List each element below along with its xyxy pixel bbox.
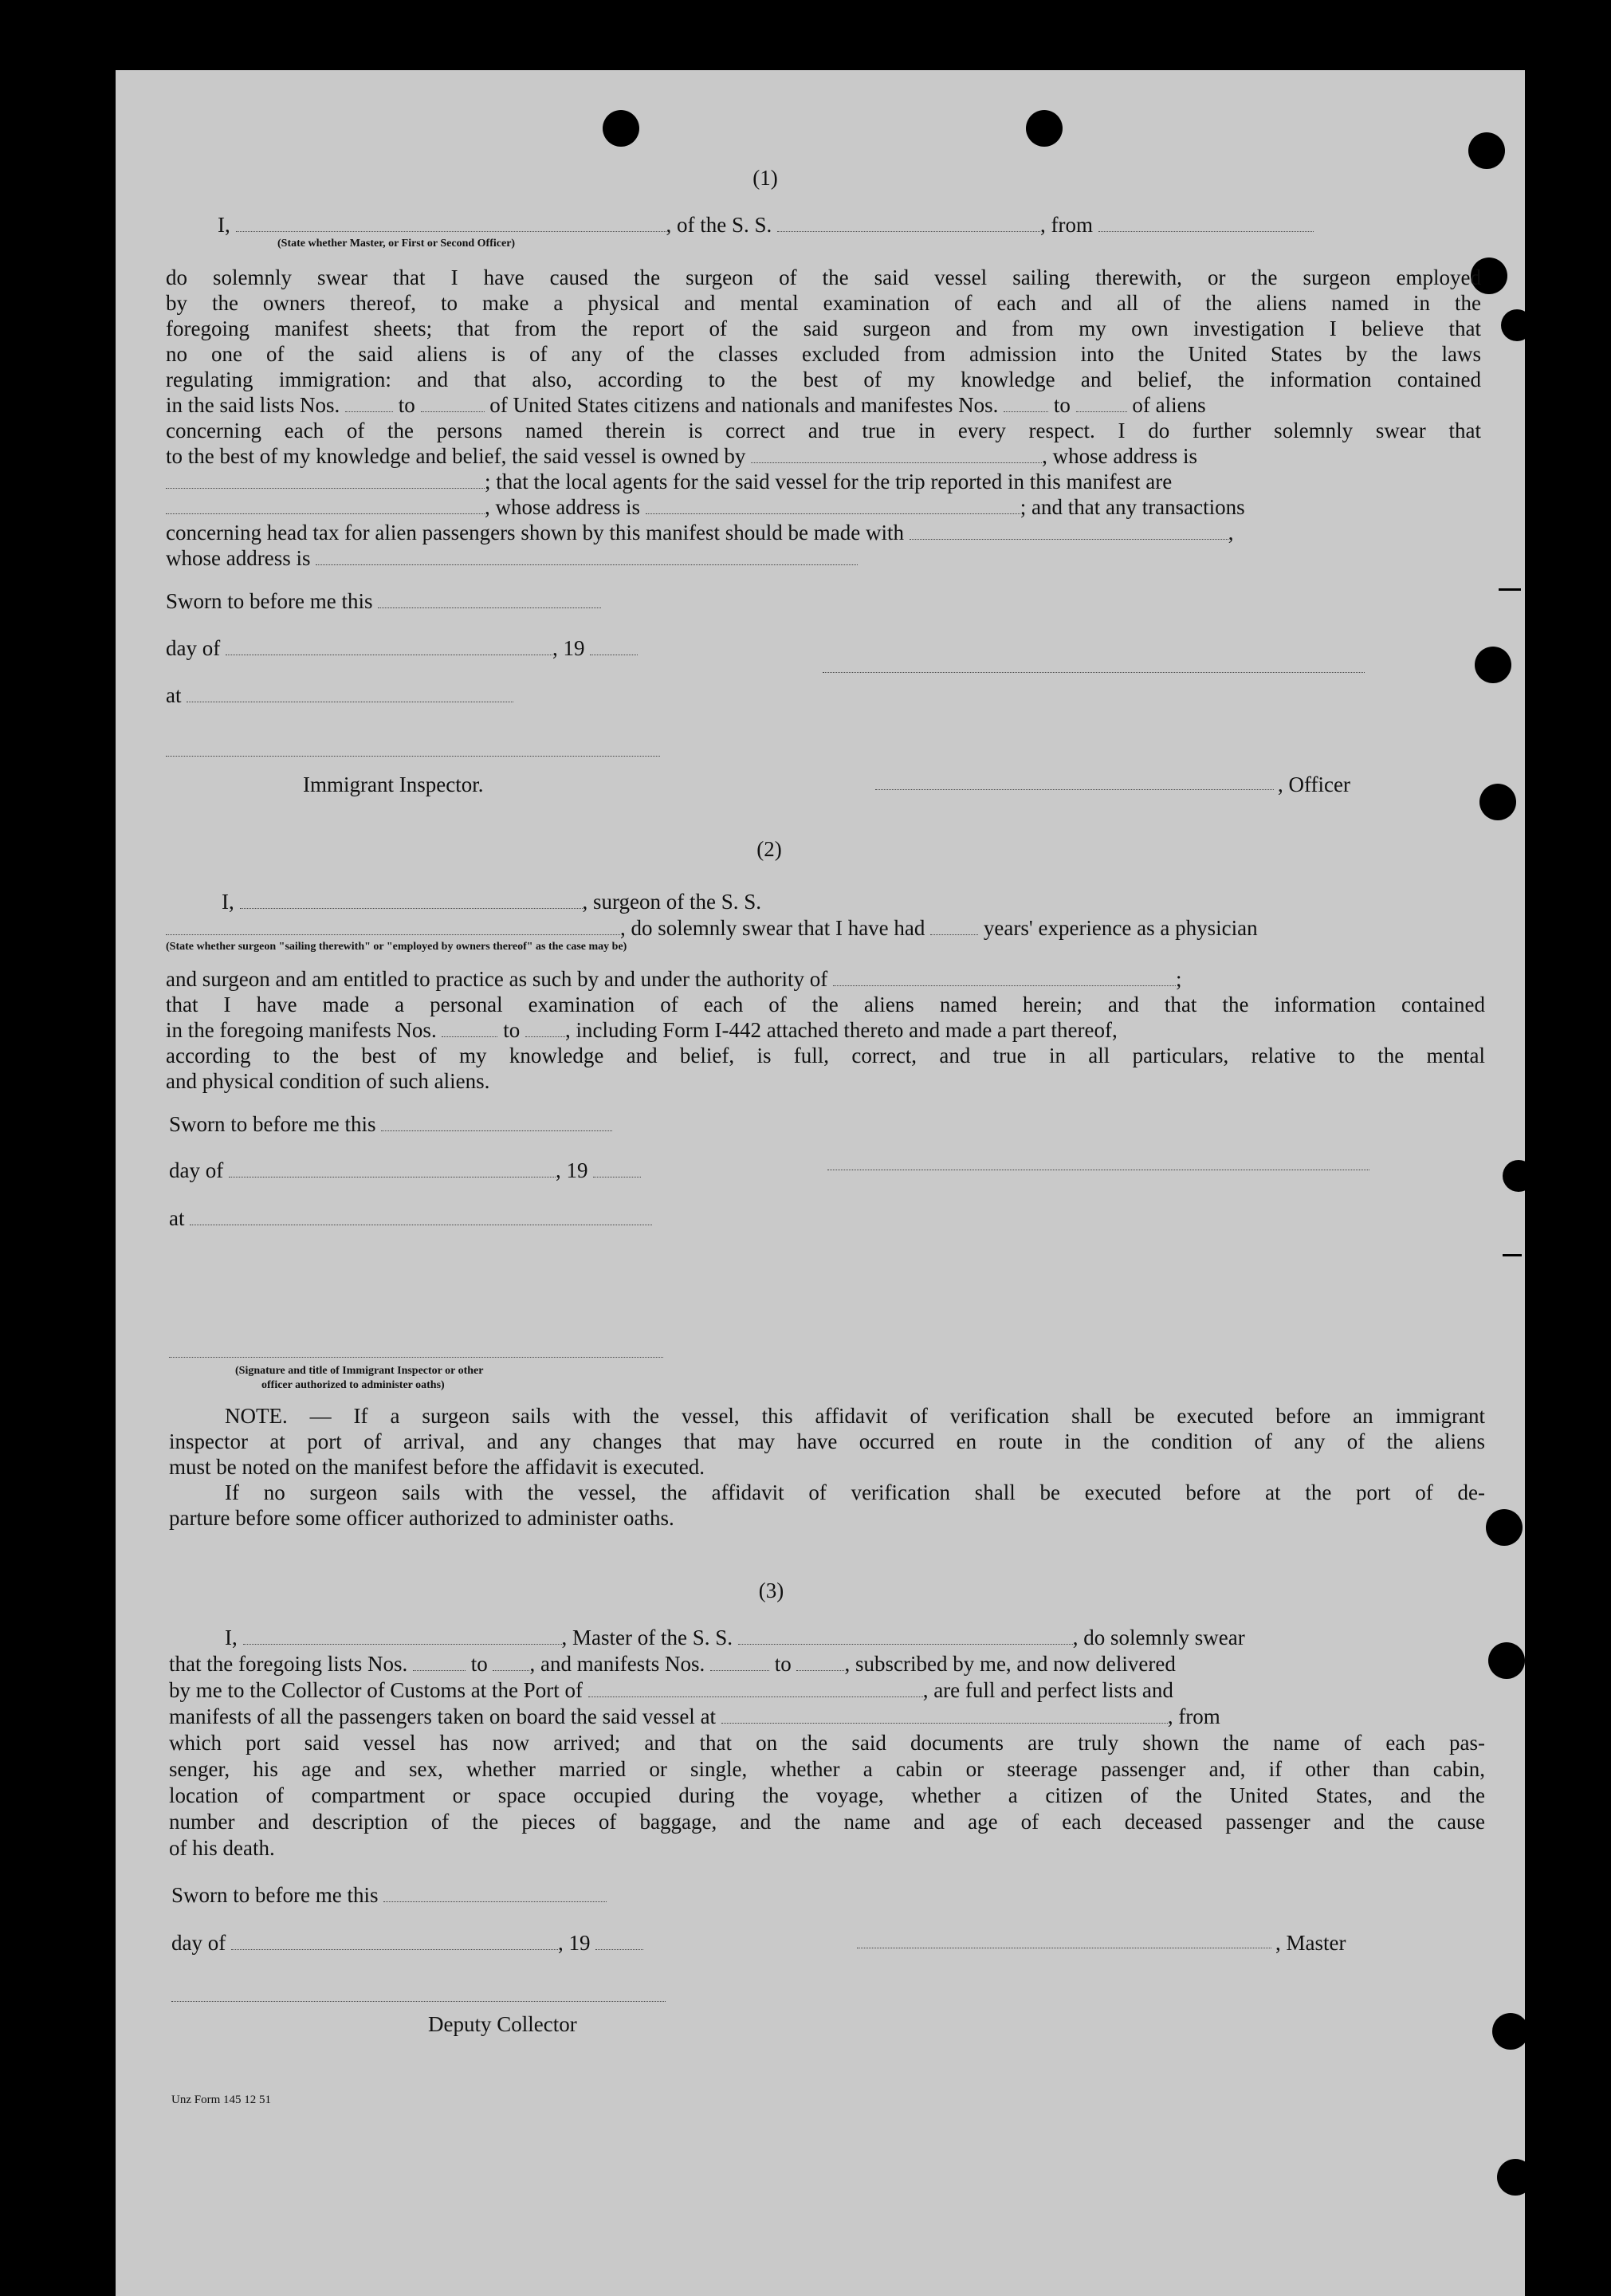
edge-mark [1499, 588, 1521, 591]
s2-years-label: years' experience as a physician [983, 916, 1258, 940]
s3-manifest-from-field[interactable] [710, 1653, 769, 1671]
s3-ship-field[interactable] [738, 1626, 1073, 1645]
s1-to-label-2: to [1053, 393, 1071, 417]
s3-day-label: day of [171, 1931, 226, 1955]
s1-from-label: , from [1040, 213, 1093, 237]
s3-master-label: , Master [1275, 1931, 1346, 1955]
punch-hole [1486, 1509, 1523, 1546]
s1-headtax-line [166, 520, 1234, 545]
s3-para-line: which port said vessel has now arrived; and that on the said documents are truly shown the name of each pas- [169, 1731, 1485, 1755]
s2-at-label: at [169, 1206, 185, 1230]
s3-port-field[interactable] [588, 1679, 923, 1697]
s3-manifest-to-field[interactable] [796, 1653, 844, 1671]
s1-at-line [166, 682, 513, 708]
s1-ss-label: , of the S. S. [666, 213, 772, 237]
s3-swear-label: , do solemnly swear [1072, 1626, 1245, 1649]
s3-deputy-signature-field[interactable] [171, 1983, 666, 2002]
edge-mark [1503, 1254, 1522, 1256]
s2-manifest-to-field[interactable] [525, 1019, 565, 1037]
s3-master-line [225, 1625, 1245, 1650]
s3-vessel-at-line [169, 1704, 1220, 1729]
s1-para-line: by the owners thereof, to make a physical and mental examination of each and all of the aliens named in the [166, 291, 1481, 315]
s1-from-field[interactable] [1098, 214, 1314, 232]
s2-at-line [169, 1205, 652, 1231]
section-2-number: (2) [756, 837, 782, 861]
s1-para-line: regulating immigration: and that also, according to the best of my knowledge and belief, the information contained [166, 368, 1481, 391]
s1-officer-hint: (State whether Master, or First or Second Officer) [277, 238, 516, 250]
s3-sworn-line [171, 1882, 607, 1908]
s1-comma: , [1228, 521, 1234, 545]
s1-agent-address-line [166, 494, 1245, 520]
punch-hole [1475, 647, 1511, 683]
s1-agent-address-field[interactable] [646, 496, 1020, 514]
s1-whose-address-label: whose address is [166, 546, 311, 570]
s2-note-line: If no surgeon sails with the vessel, the affidavit of verification shall be executed before at the port of de- [225, 1480, 1485, 1504]
s1-manifest-to-field[interactable] [1076, 394, 1127, 412]
s2-swear-label: , do solemnly swear that I have had [620, 916, 925, 940]
s1-aliens-label: of aliens [1132, 393, 1206, 417]
s1-officer-name-field[interactable] [875, 772, 1274, 790]
s1-para-line: foregoing manifest sheets; that from the report of the said surgeon and from my own investigation I believe that [166, 316, 1481, 340]
s2-years-field[interactable] [930, 917, 978, 935]
s2-note-line: inspector at port of arrival, and any changes that may have occurred en route in the condition of any of the aliens [169, 1429, 1485, 1453]
s3-year-label: , 19 [557, 1931, 591, 1955]
s2-status-hint: (State whether surgeon "sailing therewith" or "employed by owners thereof" as the case may be) [166, 941, 627, 953]
s1-day-label: day of [166, 636, 221, 660]
s3-para-line: of his death. [169, 1836, 275, 1860]
s1-agents-line [166, 469, 1172, 494]
punch-hole [1468, 132, 1505, 169]
s1-lists-label: in the said lists Nos. [166, 393, 340, 417]
s2-signature-caption: officer authorized to administer oaths) [261, 1379, 445, 1391]
s2-inspector-signature-field[interactable] [169, 1339, 663, 1358]
s1-officer-signature-field[interactable] [823, 655, 1365, 673]
s2-status-field[interactable] [166, 917, 620, 935]
s1-officer-field[interactable] [236, 214, 666, 232]
section-1-number: (1) [752, 166, 778, 190]
s1-para-line: concerning each of the persons named therein is correct and true in every respect. I do further solemnly swear that [166, 419, 1481, 442]
s3-lists-label: that the foregoing lists Nos. [169, 1652, 408, 1676]
s1-officer-line [218, 212, 1493, 238]
s1-place-field[interactable] [187, 684, 513, 702]
s2-note-line: must be noted on the manifest before the affidavit is executed. [169, 1455, 705, 1479]
s3-master-of-label: , Master of the S. S. [561, 1626, 733, 1649]
punch-hole [1503, 1160, 1534, 1192]
s1-list-from-field[interactable] [345, 394, 393, 412]
s1-sworn-day-field[interactable] [378, 590, 601, 608]
s3-list-from-field[interactable] [413, 1653, 466, 1671]
s3-month-field[interactable] [231, 1932, 558, 1950]
s1-owner-address-label: , whose address is [1042, 444, 1198, 468]
s3-para-line: location of compartment or space occupied during the voyage, whether a citizen of the United States, and the [169, 1783, 1485, 1807]
s1-i-label: I, [218, 213, 230, 237]
s1-officer-label: , Officer [1278, 773, 1350, 796]
s2-manifests-line [166, 1017, 1118, 1043]
s2-day-line [169, 1158, 641, 1183]
s1-para-line: no one of the said aliens is of any of the classes excluded from admission into the United States by the laws [166, 342, 1481, 366]
s3-to-label: to [470, 1652, 488, 1676]
s1-to-label: to [398, 393, 415, 417]
s1-headtax-address-line [166, 545, 858, 571]
s2-manifests-label: in the foregoing manifests Nos. [166, 1018, 437, 1042]
s1-list-to-field[interactable] [421, 394, 485, 412]
s3-sworn-label: Sworn to before me this [171, 1883, 379, 1907]
s2-year-label: , 19 [555, 1158, 588, 1182]
s3-vessel-at-label: manifests of all the passengers taken on board the said vessel at [169, 1704, 717, 1728]
s1-at-label: at [166, 683, 182, 707]
s1-ship-field[interactable] [777, 214, 1040, 232]
s1-manifests-label: of United States citizens and nationals and manifestes Nos. [489, 393, 999, 417]
s1-inspector-label: Immigrant Inspector. [303, 773, 484, 796]
s1-sworn-label: Sworn to before me this [166, 589, 373, 613]
s2-surgeon-of-label: , surgeon of the S. S. [582, 890, 762, 914]
s3-para-line: senger, his age and sex, whether married or single, whether a cabin or steerage passenger and, if other than cabin, [169, 1757, 1485, 1781]
s2-manifest-from-field[interactable] [442, 1019, 497, 1037]
s1-inspector-signature-field[interactable] [166, 738, 660, 757]
punch-hole [1488, 1642, 1525, 1679]
s2-para-line: and physical condition of such aliens. [166, 1069, 490, 1093]
s2-semicolon: ; [1176, 967, 1182, 991]
s3-day-line [171, 1930, 643, 1956]
s1-owner-address-field[interactable] [166, 470, 485, 489]
s2-note-line: parture before some officer authorized to administer oaths. [169, 1506, 674, 1530]
s2-sworn-label: Sworn to before me this [169, 1112, 376, 1136]
s2-para-line: that I have made a personal examination of each of the aliens named herein; and that the information contained [166, 993, 1485, 1016]
s3-sworn-day-field[interactable] [383, 1884, 607, 1902]
s2-surgeon-name-field[interactable] [240, 890, 583, 909]
s2-authority-label: and surgeon and am entitled to practice as such by and under the authority of [166, 967, 828, 991]
s3-perfect-label: , are full and perfect lists and [922, 1678, 1173, 1702]
s2-surgeon-signature-field[interactable] [827, 1152, 1369, 1170]
s2-place-field[interactable] [190, 1207, 652, 1225]
s2-experience-line [166, 915, 1258, 941]
s3-manifests-label: , and manifests Nos. [529, 1652, 705, 1676]
s3-to-label-2: to [774, 1652, 792, 1676]
s3-subscribed-label: , subscribed by me, and now delivered [844, 1652, 1176, 1676]
section-3-number: (3) [758, 1578, 784, 1602]
s3-i-label: I, [225, 1626, 238, 1649]
punch-hole [603, 110, 639, 147]
s3-deputy-label: Deputy Collector [428, 2012, 577, 2036]
s2-form-label: , including Form I-442 attached thereto and made a part thereof, [564, 1018, 1118, 1042]
s3-port-label: by me to the Collector of Customs at the Port of [169, 1678, 583, 1702]
s1-owner-field[interactable] [751, 445, 1042, 463]
s1-agents-label: ; that the local agents for the said vessel for the trip reported in this manifest are [485, 470, 1173, 493]
s2-authority-line [166, 966, 1182, 992]
s1-agents-field[interactable] [166, 496, 485, 514]
s3-year-field[interactable] [595, 1932, 643, 1950]
s1-owner-line [166, 443, 1197, 469]
s1-headtax-field[interactable] [910, 521, 1228, 540]
punch-hole [1026, 110, 1063, 147]
s1-lists-line [166, 392, 1206, 418]
s1-manifest-from-field[interactable] [1004, 394, 1048, 412]
s3-list-to-field[interactable] [493, 1653, 529, 1671]
s2-note-line: NOTE. — If a surgeon sails with the vessel, this affidavit of verification shall be executed before an immigrant [225, 1404, 1485, 1428]
s3-vessel-port-field[interactable] [721, 1705, 1168, 1724]
s2-sworn-line [169, 1111, 612, 1137]
s1-day-line [166, 635, 638, 661]
s1-month-field[interactable] [226, 637, 552, 655]
s3-master-name-field[interactable] [243, 1626, 562, 1645]
s1-headtax-address-field[interactable] [316, 547, 858, 565]
s3-port-line [169, 1677, 1173, 1703]
punch-hole [1497, 2159, 1534, 2196]
punch-hole [1501, 309, 1533, 341]
s3-from-label: , from [1167, 1704, 1220, 1728]
s2-i-label: I, [222, 890, 234, 914]
s2-sworn-day-field[interactable] [381, 1113, 612, 1131]
s3-lists-line [169, 1651, 1176, 1677]
form-page [116, 70, 1525, 2296]
s1-agent-address-label: , whose address is [485, 495, 640, 519]
s2-day-label: day of [169, 1158, 224, 1182]
s1-headtax-label: concerning head tax for alien passengers shown by this manifest should be made with [166, 521, 905, 545]
s2-para-line: according to the best of my knowledge and belief, is full, correct, and true in all particulars, relative to the mental [166, 1044, 1485, 1067]
s2-surgeon-line [222, 889, 761, 914]
s2-year-field[interactable] [593, 1159, 641, 1177]
punch-hole [1479, 784, 1516, 820]
s1-para-line: do solemnly swear that I have caused the surgeon of the said vessel sailing therewith, or the surgeon employed [166, 265, 1481, 289]
s1-owned-by-label: to the best of my knowledge and belief, the said vessel is owned by [166, 444, 746, 468]
form-number: Unz Form 145 12 51 [171, 2094, 271, 2106]
s2-to-label: to [503, 1018, 521, 1042]
punch-hole [1492, 2013, 1529, 2050]
s1-transactions-label: ; and that any transactions [1020, 495, 1245, 519]
s1-sworn-line [166, 588, 601, 614]
s1-year-label: , 19 [552, 636, 585, 660]
s2-authority-field[interactable] [833, 968, 1176, 986]
s3-para-line: number and description of the pieces of baggage, and the name and age of each deceased passenger and the cause [169, 1810, 1485, 1834]
s2-month-field[interactable] [229, 1159, 556, 1177]
s3-master-signature-field[interactable] [857, 1930, 1271, 1948]
s1-year-field[interactable] [590, 637, 638, 655]
s2-signature-caption: (Signature and title of Immigrant Inspector or other [235, 1365, 484, 1377]
